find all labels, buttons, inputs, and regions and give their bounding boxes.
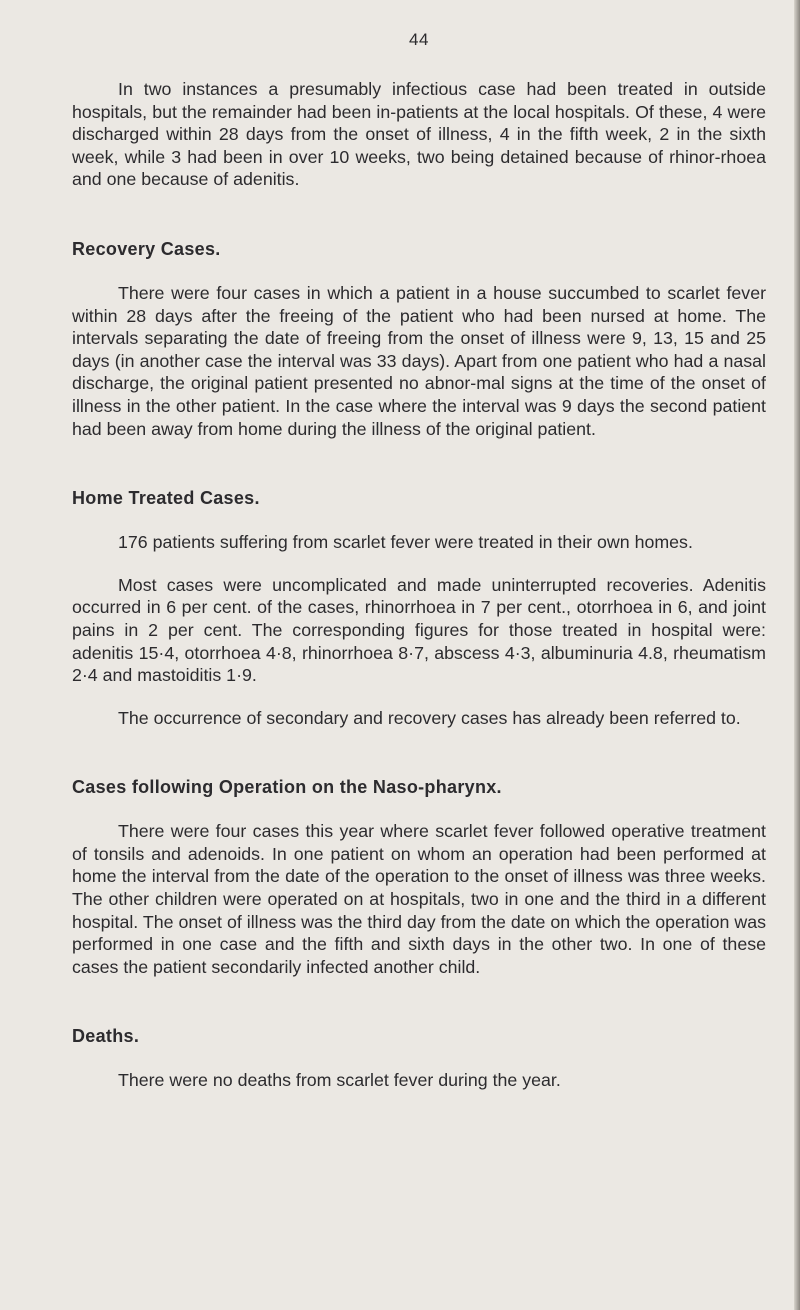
deaths-paragraph: There were no deaths from scarlet fever during the year. [118, 1070, 561, 1091]
deaths-heading: Deaths. [72, 1026, 140, 1047]
home-treated-paragraph-1: 176 patients suffering from scarlet fever were treated in their own homes. [118, 532, 693, 553]
recovery-cases-heading: Recovery Cases. [72, 238, 221, 259]
home-treated-paragraph-2: Most cases were uncomplicated and made uninterrupted recoveries. Adenitis occurred in 6 per cent. of the cases, rhinorrhoea in 7 per cent., otorrhoea in 6, and joint pains in 2 per cent. The corresponding figures for those treated in hospital were: adenitis 15·4, otorrhoea 4·8, rhinorrhoea 8·7, abscess 4·3, albuminuria 4.8, rheumatism 2·4 and mastoiditis 1·9. [72, 574, 766, 686]
page-number: 44 [409, 30, 429, 49]
home-treated-paragraph-3: The occurrence of secondary and recovery cases has already been referred to. [118, 707, 741, 728]
naso-pharynx-heading: Cases following Operation on the Naso-pharynx. [72, 777, 502, 798]
page-edge-shadow [794, 0, 800, 1310]
intro-paragraph: In two instances a presumably infectious case had been treated in outside hospitals, but the remainder had been in-patients at the local hospitals. Of these, 4 were discharged within 28 days from the onset of illness, 4 in the fifth week, 2 in the sixth week, while 3 had been in over 10 weeks, two being detained because of rhinor-rhoea and one because of adenitis. [72, 79, 766, 190]
home-treated-heading: Home Treated Cases. [72, 488, 260, 509]
naso-pharynx-paragraph: There were four cases this year where scarlet fever followed operative treatment of tonsils and adenoids. In one patient on whom an operation had been performed at home the interval from the date of the operation to the onset of illness was three weeks. The other children were operated on at hospitals, two in one and the third in a different hospital. The onset of illness was the third day from the date on which the operation was performed in one case and the fifth and sixth days in the other two. In one of these cases the patient secondarily infected another child. [72, 821, 766, 977]
recovery-cases-paragraph: There were four cases in which a patient in a house succumbed to scarlet fever within 28 days after the freeing of the patient who had been nursed at home. The intervals separating the date of freeing from the onset of illness were 9, 13, 15 and 25 days (in another case the interval was 33 days). Apart from one patient who had a nasal discharge, the original patient presented no abnor-mal signs at the time of the onset of illness in the other patient. In the case where the interval was 9 days the second patient had been away from home during the illness of the original patient. [72, 282, 766, 439]
